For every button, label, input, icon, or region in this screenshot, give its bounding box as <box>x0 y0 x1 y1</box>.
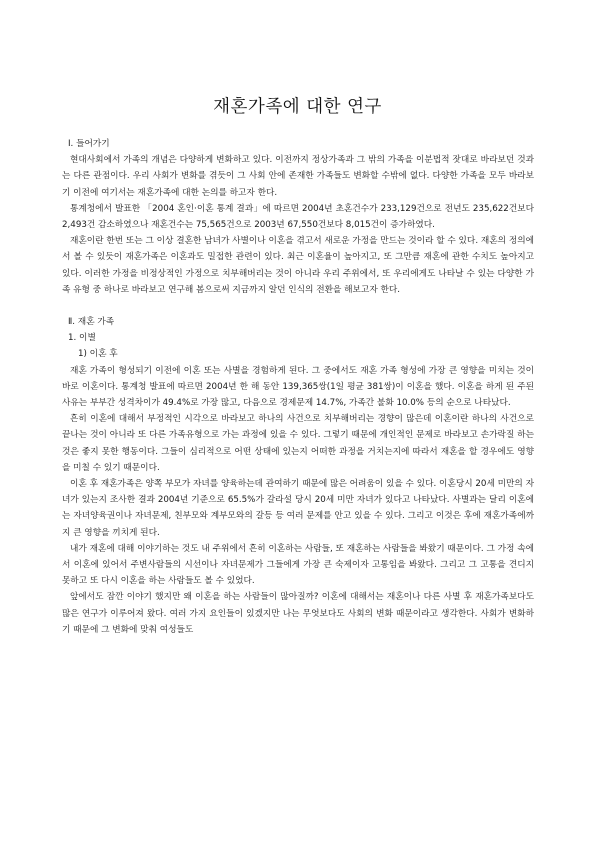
paragraph: 통계청에서 발표한 「2004 혼인·이혼 통계 결과」에 따르면 2004년 초혼건수가 233,129건으로 전년도 235,622건보다 2,493건 감소하였으나 재혼건수는 75,565건으로 2003년 67,550건보다 8,015건이 증가하였다. <box>62 203 534 231</box>
section-heading-remarriage-family: Ⅱ. 재혼 가족 <box>68 317 115 328</box>
section-spacer <box>62 298 534 314</box>
section-heading-intro: Ⅰ. 들어가기 <box>68 139 110 149</box>
paragraph: 재혼이란 한번 또는 그 이상 결혼한 남녀가 사별이나 이혼을 겪고서 새로운 가정을 만드는 것이라 할 수 있다. 재혼의 정의에서 볼 수 있듯이 재혼가족은 이혼과도 밀접한 관련이 있다. 최근 이혼율이 높아지고, 또 그만큼 재혼에 관한 수치도 높아지고 있다. 이러한 가정을 비정상적인 가정으로 치부해버리는 것이 아니라 우리 주위에서, 또 우리에게도 나타날 수 있는 다양한 가족 유형 중 하나로 바라보고 연구해 봄으로써 지금까지 알던 인식의 전환을 해보고자 한다. <box>62 236 534 295</box>
paragraph: 이혼 후 재혼가족은 양쪽 부모가 자녀를 양육하는데 관여하기 때문에 많은 어려움이 있을 수 있다. 이혼당시 20세 미만의 자녀가 있는지 조사한 결과 2004년 기준으로 65.5%가 갈라설 당시 20세 미만 자녀가 있다고 나타났다. 사별과는 달리 이혼에는 자녀양육권이나 자녀문제, 친부모와 계부모와의 갈등 등 여러 문제를 안고 있을 수 있다. 그리고 이것은 후에 재혼가족에까지 큰 영향을 끼치게 된다. <box>62 479 534 538</box>
document-title: 재혼가족에 대한 연구 <box>213 97 382 117</box>
paragraph: 앞에서도 잠깐 이야기 했지만 왜 이혼을 하는 사람들이 많아질까? 이혼에 대해서는 재혼이나 다른 사별 후 재혼가족보다도 많은 연구가 이루어져 왔다. 여러 가지 요인들이 있겠지만 나는 무엇보다도 사회의 변화 때문이라고 생각한다. 사회가 변화하기 때문에 그 변화에 맞춰 여성들도 <box>62 592 534 635</box>
paragraph: 현대사회에서 가족의 개념은 다양하게 변화하고 있다. 이전까지 정상가족과 그 밖의 가족을 이분법적 잣대로 바라보던 것과는 다른 관점이다. 우리 사회가 변화를 겪듯이 그 사회 안에 존재한 가족들도 변화할 수밖에 없다. 다양한 가족을 모두 바라보기 이전에 여기서는 재혼가족에 대한 논의를 하고자 한다. <box>62 155 534 198</box>
paragraph: 내가 재혼에 대해 이야기하는 것도 내 주위에서 흔히 이혼하는 사람들, 또 재혼하는 사람들을 봐왔기 때문이다. 그 가정 속에서 이혼에 있어서 주변사람들의 시선이나 자녀문제가 그들에게 가장 큰 숙제이자 고통임을 봐왔다. 그리고 그 고통을 견디지 못하고 또 다시 이혼을 하는 사람들도 볼 수 있었다. <box>62 543 534 587</box>
paragraph: 재혼 가족이 형성되기 이전에 이혼 또는 사별을 경험하게 된다. 그 중에서도 재혼 가족 형성에 가장 큰 영향을 미치는 것이 바로 이혼이다. 통계청 발표에 따르면 2004년 한 해 동안 139,365쌍(1일 평균 381쌍)이 이혼을 했다. 이혼을 하게 된 주된 사유는 부부간 성격차이가 49.4%로 가장 많고, 다음으로 경제문제 14.7%, 가족간 불화 10.0% 등의 순으로 나타났다. <box>62 365 534 409</box>
subsection-heading-separation: 1. 이별 <box>68 333 96 344</box>
document-body <box>62 136 534 638</box>
paragraph: 흔히 이혼에 대해서 부정적인 시각으로 바라보고 하나의 사건으로 치부해버리는 경향이 많은데 이혼이란 하나의 사건으로 끝나는 것이 아니라 또 다른 가족유형으로 가는 과정에 있을 수 있다. 그렇기 때문에 개인적인 문제로 바라보고 손가락질 하는 것은 좋지 못한 행동이다. 그들이 심리적으로 어떤 상태에 있는지 어떠한 과정을 거치는지에 따라서 재혼을 할 경우에도 영향을 미칠 수 있기 때문이다. <box>62 414 534 473</box>
subsubsection-heading-after-divorce: 1) 이혼 후 <box>78 349 118 360</box>
